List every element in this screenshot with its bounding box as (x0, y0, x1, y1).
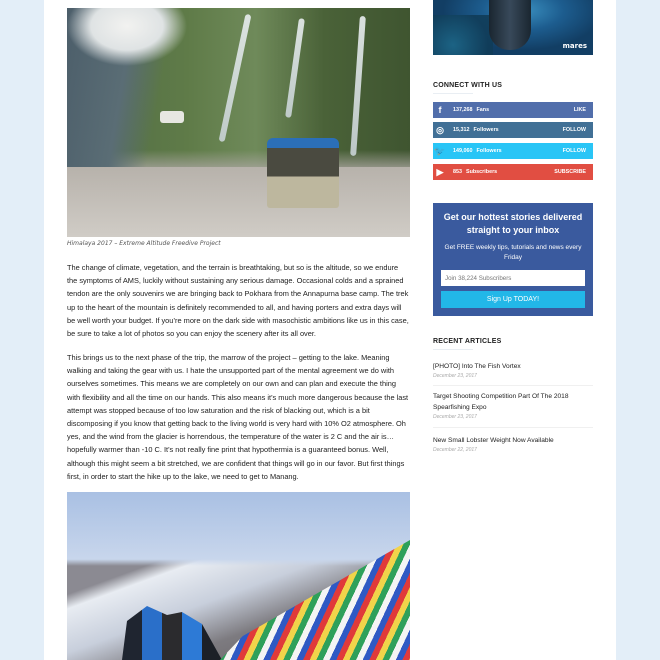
recent-article[interactable] (433, 435, 593, 453)
social-unit: Subscribers (466, 169, 498, 175)
page-content (44, 0, 616, 660)
group-of-people (122, 600, 222, 660)
divider (433, 385, 593, 386)
youtube-play-icon: ▶ (436, 166, 444, 177)
instagram-icon: ◎ (436, 124, 444, 135)
recent-article-title[interactable]: New Small Lobster Weight Now Available (433, 437, 554, 444)
article-photo-prayer-flags (67, 492, 410, 660)
article-paragraph-1: The change of climate, vegetation, and the terrain is breathtaking, but so is the altitude, so we endure the symptoms of AMS, luckily without sustaining any serious damage. Occasional colds and a sprained tendon are the only souvenirs we are bringing back to Pokhara from the Annapurna base camp. The trek up to the heart of the mountain is definitely recommended to all, and having porters and extra days will be well worth your budget. If you’re more on the dark side with masochistic ambitions like us in this case, be sure to take a lot of photos so you can enjoy the scenery after its all over. (67, 263, 409, 339)
widget-title-connect: CONNECT WITH US (433, 82, 503, 89)
social-row-facebook[interactable] (433, 102, 593, 118)
article-paragraph-2: This brings us to the next phase of the trip, the marrow of the project – getting to the lake. Meaning walking and taking the gear with us. I hate the unsupported part of the mental agreement we do with ourselves sometimes. This means we are completely on our own and can plan and execute the thing with flexibility and all the time on our hands. This also means it’s much more dangerous because the last attempt was stopped because of too low saturation and the risk of blacking out, which is a bit discomposing if you know that getting back to the living world is very hard with 10% O2 atmosphere. Oh yes, and the wind from the glacier is horrendous, the temperature of the water is 2 C and the air is… hopefully warmer than -10 C. It’s not really fine print that hypothermia is a guaranteed bonus. Well, although this might seem a bit stretched, we are confident that things will go in our favor. But first things first, in order to start the hike up to the lake, we need to get to Manang. (67, 353, 409, 481)
newsletter-title: Get our hottest stories delivered straight to your inbox (443, 212, 583, 235)
social-count: 149,060 (453, 148, 473, 154)
facebook-like-button[interactable]: LIKE (573, 107, 586, 113)
newsletter-email-input[interactable] (441, 270, 585, 286)
social-count: 137,268 (453, 107, 473, 113)
newsletter-signup-button[interactable]: Sign Up TODAY! (441, 291, 585, 308)
social-count: 853 (453, 169, 462, 175)
photo-caption: Himalaya 2017 – Extreme Altitude Freedive Project (67, 240, 221, 247)
prayer-flags (220, 540, 410, 660)
recent-article-title[interactable]: [PHOTO] Into The Fish Vortex (433, 363, 521, 370)
ad-brand-logo: mares (562, 42, 587, 50)
social-row-twitter[interactable] (433, 143, 593, 159)
recent-article[interactable] (433, 361, 593, 379)
social-unit: Followers (476, 148, 502, 154)
recent-article-date: December 23, 2017 (433, 373, 477, 379)
social-count: 15,312 (453, 127, 470, 133)
white-vehicle (160, 111, 184, 123)
recent-article-title[interactable]: Target Shooting Competition Part Of The 2018 Spearfishing Expo (433, 393, 569, 411)
social-row-youtube[interactable] (433, 164, 593, 180)
newsletter-widget (433, 203, 593, 316)
youtube-subscribe-button[interactable]: SUBSCRIBE (554, 169, 586, 175)
recent-article-date: December 23, 2017 (433, 414, 477, 420)
article-photo-jeep-waterfall (67, 8, 410, 237)
newsletter-subtitle: Get FREE weekly tips, tutorials and news every Friday (444, 244, 582, 261)
jeep-vehicle (267, 138, 339, 208)
instagram-follow-button[interactable]: FOLLOW (562, 127, 586, 133)
social-unit: Fans (476, 107, 490, 113)
sidebar-ad-banner[interactable] (433, 0, 593, 55)
widget-title-recent: RECENT ARTICLES (433, 338, 502, 345)
divider (433, 427, 593, 428)
social-unit: Followers (473, 127, 499, 133)
recent-article[interactable] (433, 391, 593, 420)
fin-image (489, 0, 531, 50)
facebook-icon: f (438, 105, 442, 115)
twitter-icon: 🐦 (434, 145, 446, 156)
twitter-follow-button[interactable]: FOLLOW (562, 148, 586, 154)
recent-article-date: December 22, 2017 (433, 447, 477, 453)
social-row-instagram[interactable] (433, 122, 593, 138)
